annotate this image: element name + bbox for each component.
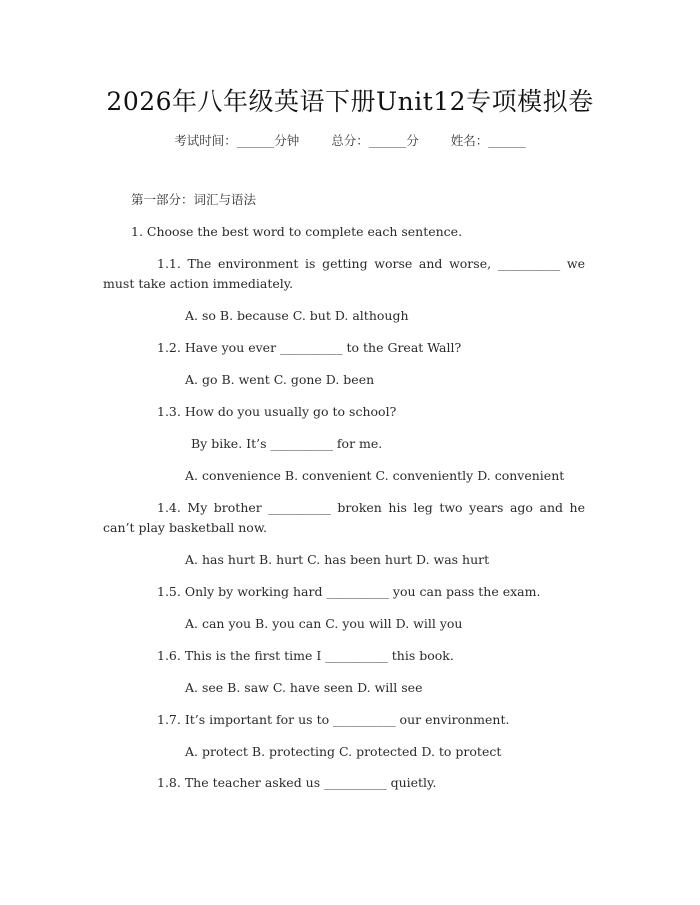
question-stem-1-3: 1.3. How do you usually go to school? <box>157 404 397 419</box>
page-title: 2026年八年级英语下册Unit12专项模拟卷 <box>106 87 594 116</box>
question-stem-1-2: 1.2. Have you ever __________ to the Great Wall? <box>157 340 462 355</box>
question-options-1-6: A. see B. saw C. have seen D. will see <box>185 680 423 695</box>
question-options-1-7: A. protect B. protecting C. protected D. to protect <box>185 744 502 759</box>
question-stem-1-6: 1.6. This is the first time I __________ this book. <box>157 648 454 663</box>
question-options-1-4: A. has hurt B. hurt C. has been hurt D. was hurt <box>185 552 490 567</box>
question-instruction: 1. Choose the best word to complete each sentence. <box>131 224 463 239</box>
section-heading: 第一部分：词汇与语法 <box>131 192 257 207</box>
student-name-field: 姓名：______ <box>450 133 526 148</box>
question-stem-1-1: 1.1. The environment is getting worse and worse, __________ we must take action immediately. <box>103 256 585 291</box>
question-stem-1-7: 1.7. It’s important for us to __________ our environment. <box>157 712 510 727</box>
exam-info-bar <box>0 131 700 149</box>
question-options-1-3: A. convenience B. convenient C. conveniently D. convenient <box>185 468 565 483</box>
question-stem-1-8: 1.8. The teacher asked us __________ quietly. <box>157 775 437 790</box>
exam-time-field: 考试时间：______分钟 <box>174 133 300 148</box>
question-options-1-2: A. go B. went C. gone D. been <box>185 372 375 387</box>
question-stem-1-5: 1.5. Only by working hard __________ you can pass the exam. <box>157 584 541 599</box>
total-score-field: 总分：______分 <box>331 133 419 148</box>
question-options-1-5: A. can you B. you can C. you will D. will you <box>185 616 463 631</box>
question-stem-1-4: 1.4. My brother __________ broken his leg two years ago and he can’t play basketball now. <box>103 500 585 535</box>
question-reply-1-3: By bike. It’s __________ for me. <box>191 436 383 451</box>
question-options-1-1: A. so B. because C. but D. although <box>185 308 409 323</box>
